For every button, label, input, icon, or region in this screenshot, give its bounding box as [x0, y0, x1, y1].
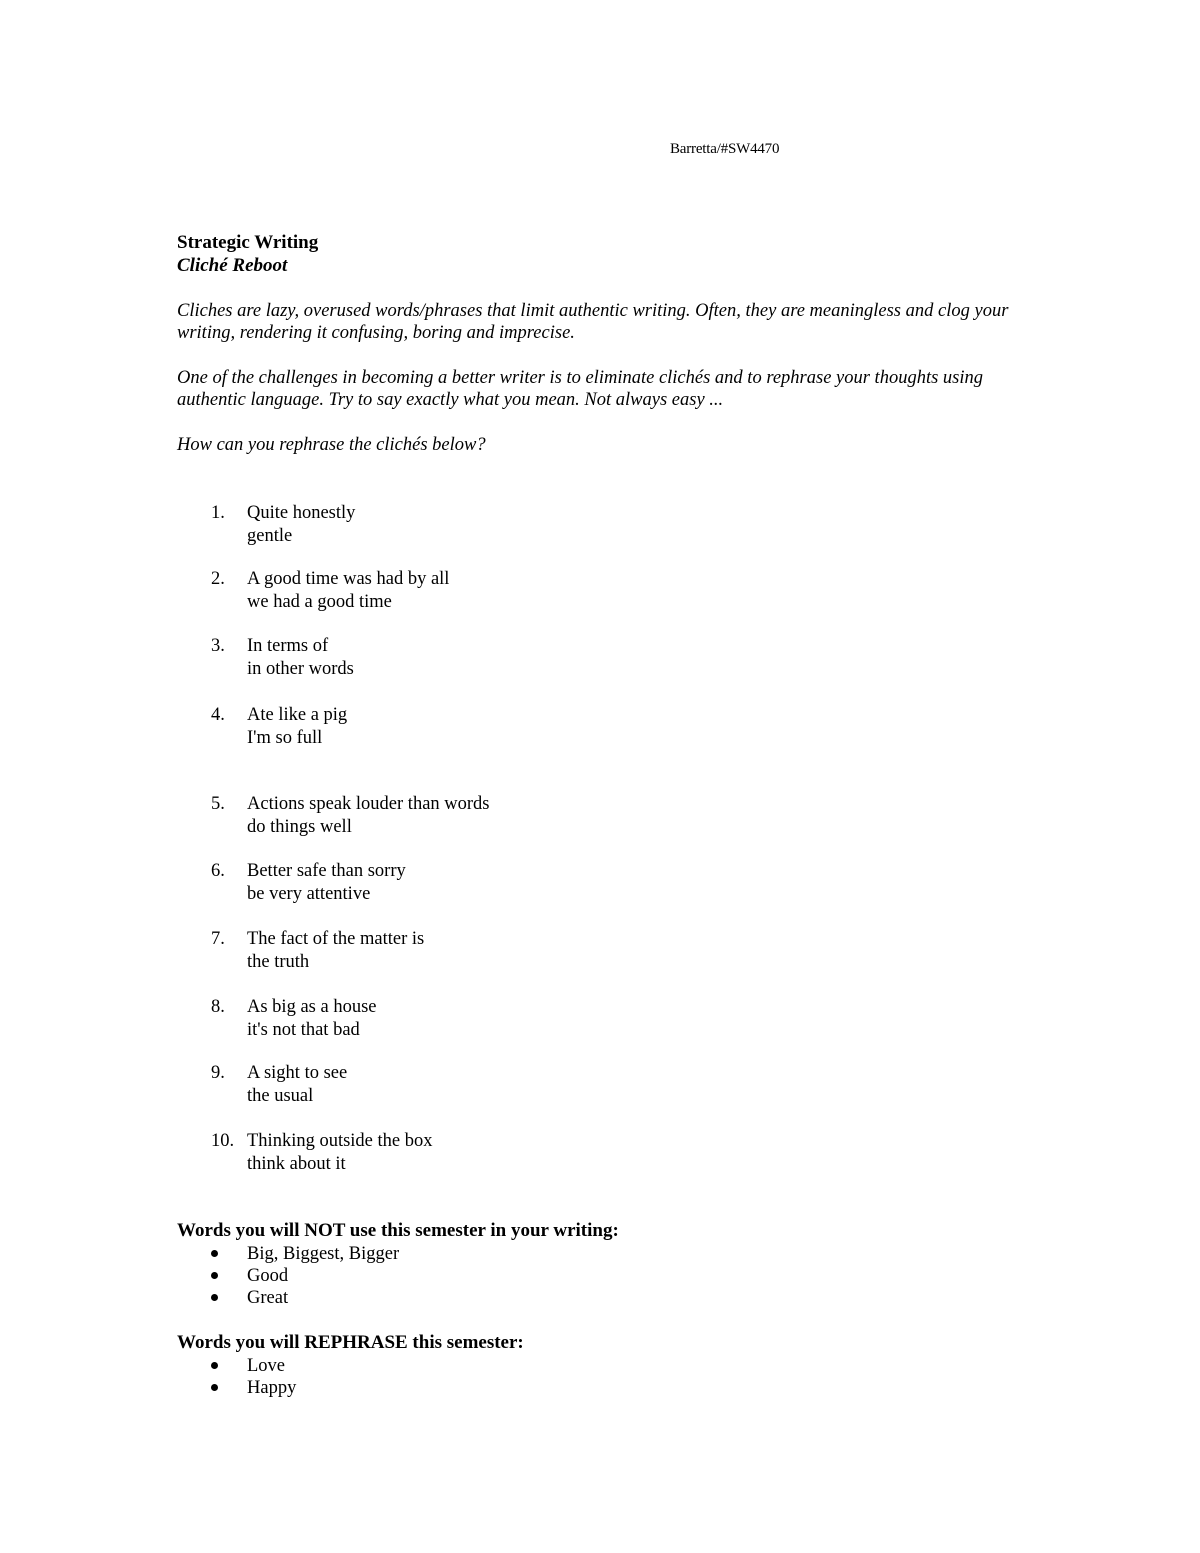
bullet-icon	[211, 1272, 218, 1279]
cliche-text: In terms of	[247, 636, 329, 656]
bullet-icon	[211, 1362, 218, 1369]
cliche-text: A sight to see	[247, 1063, 348, 1083]
rephrase-answer: gentle	[247, 525, 293, 546]
bullet-icon	[211, 1294, 218, 1301]
item-number: 2.	[211, 569, 225, 589]
cliche-text: A good time was had by all	[247, 569, 450, 589]
cliche-text: Actions speak louder than words	[247, 794, 490, 814]
rephrase-answer: the usual	[247, 1085, 314, 1106]
document-subtitle: Cliché Reboot	[177, 255, 288, 276]
course-id-header: Barretta/#SW4470	[670, 141, 780, 157]
cliche-text: Quite honestly	[247, 503, 356, 523]
item-number: 10.	[211, 1131, 235, 1151]
cliche-text: As big as a house	[247, 997, 377, 1017]
cliche-text: The fact of the matter is	[247, 929, 425, 949]
item-number: 7.	[211, 929, 225, 949]
cliche-text: Better safe than sorry	[247, 861, 406, 881]
rephrase-answer: do things well	[247, 816, 352, 837]
banned-words-heading: Words you will NOT use this semester in your writing:	[177, 1220, 619, 1241]
banned-word: Big, Biggest, Bigger	[247, 1244, 400, 1264]
question-prompt: How can you rephrase the clichés below?	[177, 435, 486, 455]
banned-word: Good	[247, 1266, 289, 1286]
item-number: 9.	[211, 1063, 225, 1083]
rephrase-answer: be very attentive	[247, 883, 371, 904]
rephrase-answer: we had a good time	[247, 591, 392, 612]
bullet-icon	[211, 1384, 218, 1391]
rephrase-answer: I'm so full	[247, 727, 323, 748]
bullet-icon	[211, 1250, 218, 1257]
rephrase-answer: it's not that bad	[247, 1019, 360, 1040]
rephrase-answer: the truth	[247, 951, 310, 972]
item-number: 5.	[211, 794, 225, 814]
document-title: Strategic Writing	[177, 232, 319, 253]
rephrase-answer: think about it	[247, 1153, 346, 1174]
cliche-text: Thinking outside the box	[247, 1131, 433, 1151]
item-number: 6.	[211, 861, 225, 881]
challenge-paragraph: One of the challenges in becoming a better writer is to eliminate clichés and to rephrase your thoughts using authentic language. Try to say exactly what you mean. Not always easy ...	[177, 368, 984, 410]
rephrase-word: Happy	[247, 1378, 297, 1398]
item-number: 8.	[211, 997, 225, 1017]
rephrase-answer: in other words	[247, 658, 354, 679]
item-number: 1.	[211, 503, 225, 523]
item-number: 4.	[211, 705, 225, 725]
rephrase-words-heading: Words you will REPHRASE this semester:	[177, 1332, 524, 1353]
banned-word: Great	[247, 1288, 289, 1308]
item-number: 3.	[211, 636, 225, 656]
cliche-text: Ate like a pig	[247, 705, 348, 725]
intro-paragraph: Cliches are lazy, overused words/phrases that limit authentic writing. Often, they are meaningless and clog your writing, rendering it confusing, boring and imprecise.	[177, 301, 1009, 343]
rephrase-word: Love	[247, 1356, 286, 1376]
